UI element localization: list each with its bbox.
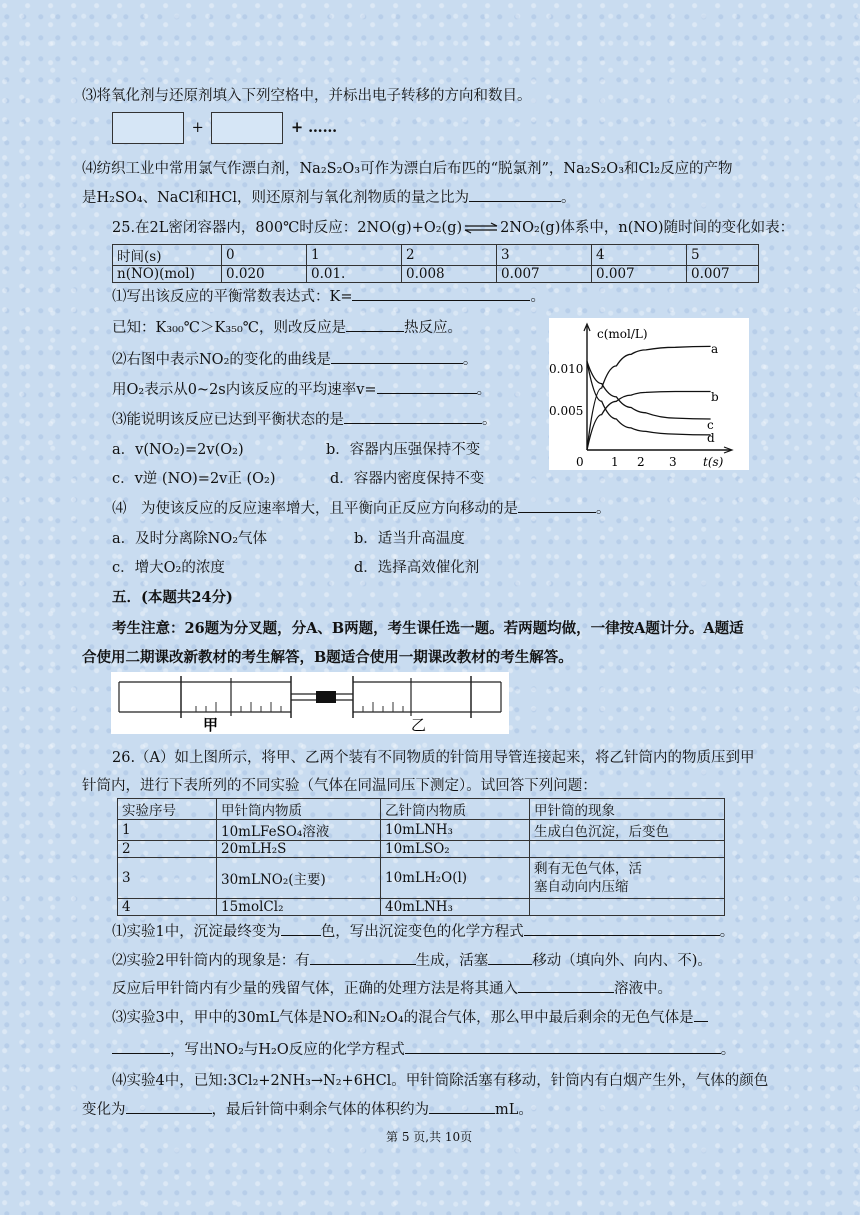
experiment-table [117,798,725,916]
table-cell: 10mLSO₂ [381,841,530,858]
cell-line: 塞自动向内压缩 [534,879,629,895]
table-cell: 30mLNO₂(主要) [217,858,381,899]
q26-part2-text-2: 生成，活塞 [415,953,489,969]
period: 。 [596,501,611,517]
x-tick-label: 2 [637,455,645,469]
q26-part2-text-4: 反应后甲针筒内有少量的残留气体，正确的处理方法是将其通入 [112,981,518,997]
q25-intro [112,216,794,237]
table-cell: 1 [307,245,402,266]
equilibrium-arrow-icon [463,222,499,234]
section-note-line1: 考生注意：26题为分叉题，分A、B两题，考生课任选一题。若两题均做，一律按A题计分。A题适 [112,620,744,637]
answer-blank[interactable] [518,500,596,513]
option-d[interactable]: d．选择高效催化剂 [354,560,480,576]
q26-part4-line1: ⑷实验4中，已知:3Cl₂+2NH₃→N₂+6HCl。甲针筒除活塞有移动，针筒内有白烟产生外，气体的颜色 [112,1073,769,1089]
q26-part2-end: 溶液中。 [614,981,672,997]
table-cell: 甲针筒内物质 [217,799,381,820]
period: 。 [720,1042,736,1058]
option-c[interactable]: c．v逆 (NO)=2v正 (O₂) [112,471,276,487]
curve-label-b: b [711,390,719,404]
table-cell: 0.007 [497,266,592,283]
answer-blank[interactable] [310,952,416,965]
table-cell: 2 [118,841,217,858]
answer-blank[interactable] [488,952,532,965]
table-row [118,899,725,916]
q25-part2b-text: 用O₂表示从0~2s内该反应的平均速率v= [112,382,377,398]
answer-blank[interactable] [352,288,530,301]
q25-part2b [112,378,491,399]
table-cell: 10mLNH₃ [381,820,530,841]
answer-blank[interactable] [694,1009,708,1022]
q24-part4-line1: ⑷纺织工业中常用氯气作漂白剂，Na₂S₂O₃可作为漂白后布匹的“脱氯剂”，Na₂S₂O₃和Cl₂反应的产物 [82,161,733,177]
concentration-chart [549,318,749,470]
syringe-diagram [111,672,509,734]
answer-blank[interactable] [405,1041,721,1054]
option-a[interactable]: a．v(NO₂)=2v(O₂) [112,442,244,458]
answer-blank[interactable] [346,319,404,332]
table-cell: n(NO)(mol) [113,266,222,283]
table-cell: 4 [592,245,687,266]
q25-known-text: 已知：K₃₀₀℃＞K₃₅₀℃，则改反应是 [112,320,346,336]
option-b[interactable]: b．容器内压强保持不变 [326,442,481,458]
q26-part2-line2 [112,977,672,998]
syringe-label-yi: 乙 [411,716,427,734]
answer-box-1[interactable] [112,112,184,144]
table-cell: 5 [687,245,759,266]
table-cell: 生成白色沉淀，后变色 [530,820,725,841]
period: 。 [476,382,492,398]
table-cell [530,841,725,858]
table-cell: 1 [118,820,217,841]
q26-part3 [112,1006,708,1027]
table-cell: 10mLFeSO₄溶液 [217,820,381,841]
curve-label-a: a [711,342,719,356]
q24-part4-line2 [82,186,576,207]
q25-known [112,316,462,337]
option-b[interactable]: b．适当升高温度 [354,531,465,547]
q26-part2-text-3: 移动（填向外、向内、不)。 [532,953,712,969]
answer-blank[interactable] [518,980,614,993]
nno-table [112,244,759,283]
table-cell: 4 [118,899,217,916]
answer-blank[interactable] [524,923,720,936]
q26-part2-text: ⑵实验2甲针筒内的现象是：有 [112,953,310,969]
curve-label-c: c [707,418,714,432]
table-cell [530,899,725,916]
table-row [118,841,725,858]
option-d[interactable]: d．容器内密度保持不变 [330,471,485,487]
period: 。 [462,352,478,368]
x-tick-label: 3 [669,455,677,469]
q24-part3: ⑶将氧化剂与还原剂填入下列空格中，并标出电子转移的方向和数目。 [82,88,532,104]
q26-intro-line1: 26.（A）如上图所示，将甲、乙两个装有不同物质的针筒用导管连接起来，将乙针筒内的物质压到甲 [112,750,755,766]
option-c[interactable]: c．增大O₂的浓度 [112,560,225,576]
q26-part3-line2 [112,1038,735,1059]
q25-intro-text-2: 2NO₂(g)体系中，n(NO)随时间的变化如表： [500,220,795,236]
table-cell: 乙针筒内物质 [381,799,530,820]
section-note-line2: 合使用二期课改新教材的考生解答，B题适合使用一期课改教材的考生解答。 [82,649,573,666]
chart-background [549,318,749,470]
answer-blank[interactable] [344,411,482,424]
table-cell: 15molCl₂ [217,899,381,916]
q26-part3-text-2: ，写出NO₂与H₂O反应的化学方程式 [170,1042,405,1058]
table-cell: 3 [497,245,592,266]
plus-sign: + [191,120,204,136]
page-footer: 第 5 页,共 10页 [386,1130,473,1144]
table-cell: 0.01. [307,266,402,283]
x-axis-label: t(s) [703,455,724,469]
table-cell: 2 [402,245,497,266]
answer-blank[interactable] [112,1041,170,1054]
table-row [118,858,725,899]
table-cell: 10mLH₂O(l) [381,858,530,899]
q25-part1-text: ⑴写出该反应的平衡常数表达式：K= [112,289,353,305]
period: 。 [530,289,545,305]
q25-part4-text: ⑷ 为使该反应的反应速率增大，且平衡向正反应方向移动的是 [112,501,518,517]
option-a[interactable]: a．及时分离除NO₂气体 [112,531,268,547]
q25-part4 [112,497,611,518]
table-cell: 甲针筒的现象 [530,799,725,820]
table-cell: 3 [118,858,217,899]
answer-blank[interactable] [429,1101,495,1114]
q26-part1-text-2: 色，写出沉淀变色的化学方程式 [320,924,524,940]
period: 。 [719,924,735,940]
q26-part4-text: 变化为 [82,1102,126,1118]
q26-part3-text: ⑶实验3中，甲中的30mL气体是NO₂和N₂O₄的混合气体，那么甲中最后剩余的无色气体是 [112,1010,694,1026]
table-cell: 时间(s) [113,245,222,266]
q26-part4-line2 [82,1098,533,1119]
table-cell [530,858,725,899]
y-axis-label: c(mol/L) [597,327,648,341]
answer-box-2[interactable] [211,112,283,144]
table-row [113,266,759,283]
q25-part1 [112,285,545,306]
section-title: 五．(本题共24分) [112,589,233,606]
curve-label-d: d [707,431,715,445]
cell-line: 剩有无色气体，活 [534,861,642,877]
period: 。 [482,412,497,428]
table-cell: 0.007 [592,266,687,283]
q24-part4-text: 是H₂SO₄、NaCl和HCl，则还原剂与氧化剂物质的量之比为 [82,190,470,206]
q25-part2a [112,348,477,369]
q26-part4-text-2: ，最后针筒中剩余气体的体积约为 [211,1102,429,1118]
table-row [113,245,759,266]
answer-blank[interactable] [469,189,561,202]
q26-part1-text: ⑴实验1中，沉淀最终变为 [112,924,281,940]
y-tick-label: 0.005 [549,404,584,418]
answer-blank[interactable] [281,923,321,936]
q25-known-end: 热反应。 [403,320,462,336]
q25-intro-text: 25.在2L密闭容器内，800℃时反应：2NO(g)+O₂(g) [112,220,463,236]
table-cell: 40mLNH₃ [381,899,530,916]
answer-blank[interactable] [377,381,477,394]
oxidant-reductant-row [112,112,337,144]
connector-tube [316,691,336,703]
x-tick-label: 0 [576,455,584,469]
period: 。 [561,190,576,206]
table-cell: 20mLH₂S [217,841,381,858]
table-row [118,820,725,841]
syringe-label-jia: 甲 [203,716,219,734]
q26-part1 [112,920,734,941]
answer-blank[interactable] [331,351,463,364]
q25-part3-text: ⑶能说明该反应已达到平衡状态的是 [112,412,344,428]
q25-part2a-text: ⑵右图中表示NO₂的变化的曲线是 [112,352,331,368]
plus-dots: + …… [290,119,338,136]
answer-blank[interactable] [126,1101,212,1114]
q25-part3 [112,408,497,429]
q26-part4-end: mL。 [495,1102,533,1118]
table-cell: 0 [222,245,307,266]
table-cell: 0.007 [687,266,759,283]
table-cell: 实验序号 [118,799,217,820]
diagram-background [111,672,509,734]
table-cell: 0.008 [402,266,497,283]
q26-intro-line2: 针筒内，进行下表所列的不同实验（气体在同温同压下测定）。试回答下列问题： [82,778,597,794]
table-cell: 0.020 [222,266,307,283]
y-tick-label: 0.010 [549,362,584,376]
q26-part2 [112,949,712,970]
table-row [118,799,725,820]
x-tick-label: 1 [611,455,619,469]
